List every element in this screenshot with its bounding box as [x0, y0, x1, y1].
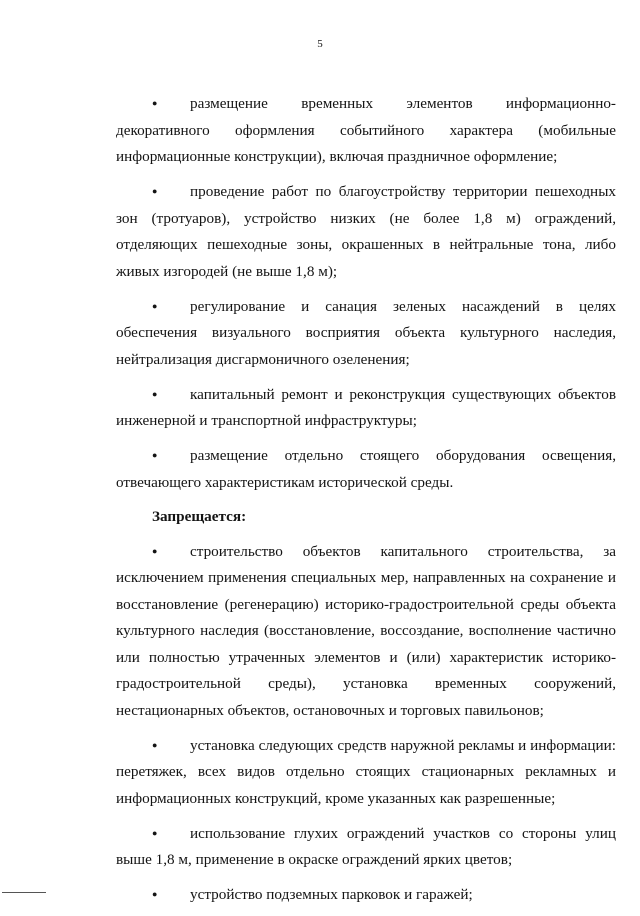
footer-divider	[2, 892, 46, 893]
list-item-text: размещение временных элементов информационно-декоративного оформления событийного характера (мобильные информационные конструкции), включая праздничное оформление;	[116, 95, 616, 165]
list-item-text: строительство объектов капитального строительства, за исключением применения специальных мер, направленных на сохранение и восстановление (регенерацию) историко-градостроительной среды объекта культурного наследия (восстановление, воссоздание, восполнение частично или полностью утраченных элементов и (или) характеристик историко-градостроительной среды), установка временных сооружений, нестационарных объектов, остановочных и торговых павильонов;	[116, 542, 616, 719]
list-item	[116, 381, 616, 435]
list-item	[116, 538, 616, 725]
bullet-icon: ●	[152, 388, 158, 399]
list-item-text: капитальный ремонт и реконструкция существующих объектов инженерной и транспортной инфраструктуры;	[116, 385, 616, 429]
page-number: 5	[317, 38, 323, 50]
bullet-icon: ●	[152, 450, 158, 460]
bullet-icon: ●	[152, 827, 158, 838]
bullet-icon: ●	[152, 186, 158, 196]
prohibited-heading: Запрещается:	[152, 507, 247, 525]
list-item	[116, 820, 616, 874]
list-item-text: использование глухих ограждений участков со стороны улиц выше 1,8 м, применение в окраске ограждений ярких цветов;	[116, 824, 616, 868]
list-item-text: устройство подземных парковок и гаражей;	[190, 886, 473, 903]
list-item	[116, 442, 616, 496]
document-body	[116, 90, 616, 916]
list-item	[116, 90, 616, 171]
list-item	[116, 732, 616, 813]
bullet-icon: ●	[152, 300, 158, 311]
list-item-text: проведение работ по благоустройству территории пешеходных зон (тротуаров), устройство низких (не более 1,8 м) ограждений, отделяющих пешеходные зоны, окрашенных в нейтральные тона, либо живых изгородей (не выше 1,8 м);	[116, 183, 616, 280]
list-item	[116, 293, 616, 374]
list-item	[116, 178, 616, 285]
list-item-text: регулирование и санация зеленых насаждений в целях обеспечения визуального восприятия объекта культурного наследия, нейтрализация дисгармоничного озеленения;	[116, 297, 616, 368]
list-item-text: размещение отдельно стоящего оборудования освещения, отвечающего характеристикам исторической среды.	[116, 447, 616, 491]
bullet-icon: ●	[152, 889, 158, 899]
bullet-icon: ●	[152, 739, 158, 750]
bullet-icon: ●	[152, 545, 158, 556]
list-item	[116, 881, 616, 909]
bullet-icon: ●	[152, 98, 158, 108]
list-item-text: установка следующих средств наружной рекламы и информации: перетяжек, всех видов отдельно стоящих стационарных рекламных и информационных конструкций, кроме указанных как разрешенные;	[116, 736, 616, 807]
